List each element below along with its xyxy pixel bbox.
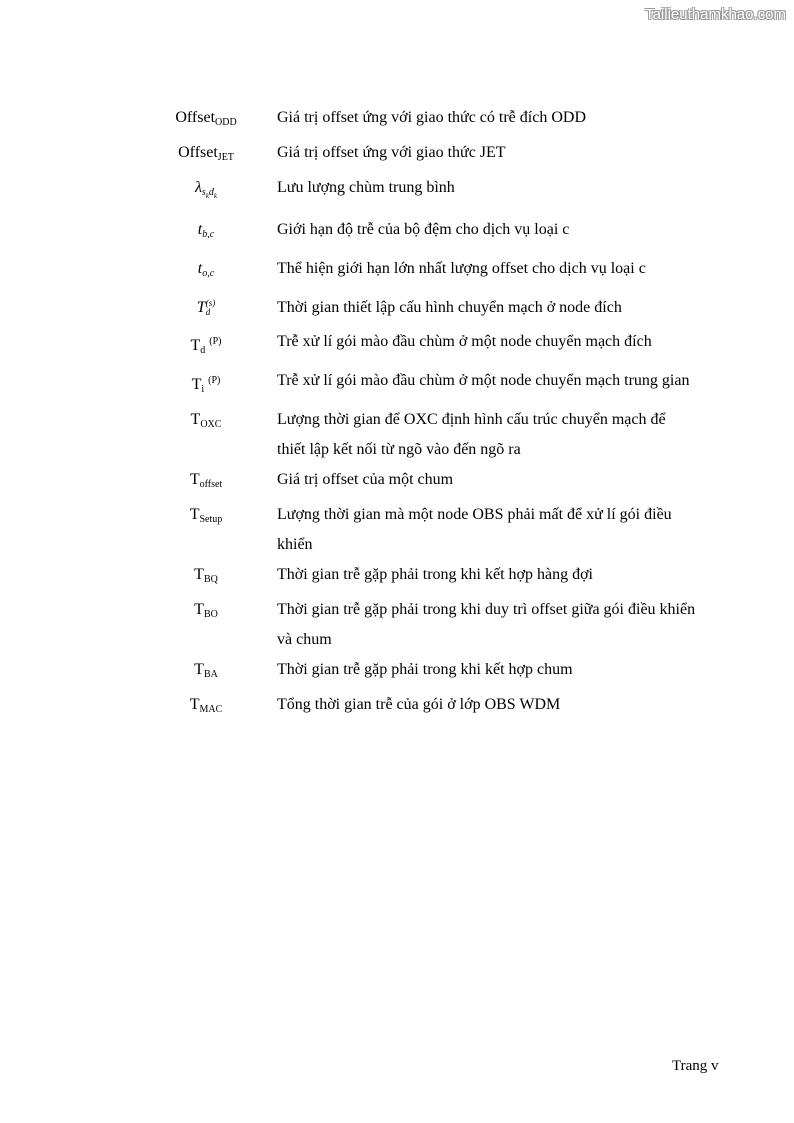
symbol-cell: Offset$_{ODD}$ — [175, 109, 237, 128]
table-row — [150, 366, 710, 405]
description-cell: Giá trị offset ứng với giao thức JET — [277, 144, 506, 161]
table-row — [150, 138, 710, 173]
table-row — [150, 465, 710, 500]
table-row — [150, 173, 710, 211]
symbol-cell: $T_{MAC}$ — [189, 696, 223, 715]
symbol-cell: $t_{b,c}$ — [197, 221, 215, 240]
symbol-table — [150, 103, 710, 725]
watermark: Tailieuthamkhao.com — [645, 6, 786, 23]
table-row — [150, 500, 710, 560]
description-cell: Thời gian trễ gặp phải trong khi kết hợp chum — [277, 661, 573, 678]
symbol-cell: Offset$_{JET}$ — [178, 144, 234, 163]
table-row — [150, 405, 710, 465]
page-number: Trang v — [672, 1058, 719, 1074]
table-row — [150, 560, 710, 595]
table-row — [150, 293, 710, 323]
symbol-cell: $T_{OXC}$ — [190, 411, 222, 430]
description-cell: Tổng thời gian trễ của gói ở lớp OBS WDM — [277, 696, 561, 713]
description-cell: Thể hiện giới hạn lớn nhất lượng offset cho dịch vụ loại c — [277, 260, 646, 277]
description-cell: Giới hạn độ trễ của bộ đệm cho dịch vụ loại c — [277, 221, 570, 238]
description-cell: Thời gian trễ gặp phải trong khi kết hợp hàng đợi — [277, 566, 593, 583]
description-cell: Lượng thời gian để OXC định hình cấu trúc chuyển mạch để thiết lập kết nối từ ngõ vào đến ngõ ra — [277, 411, 666, 458]
description-cell: Thời gian thiết lập cấu hình chuyển mạch ở node đích — [277, 299, 622, 316]
description-cell: Trễ xử lí gói mào đầu chùm ở một node chuyển mạch đích — [277, 333, 652, 350]
table-row — [150, 690, 710, 725]
description-cell: Lượng thời gian mà một node OBS phải mất để xử lí gói điều khiển — [277, 506, 672, 553]
table-row — [150, 254, 710, 289]
symbol-cell: $T_{BO}$ — [194, 601, 218, 620]
symbol-cell: $T_{BQ}$ — [194, 566, 218, 585]
symbol-cell: $\lambda_{s_kd_k}$ — [194, 179, 218, 200]
symbol-cell: T(s) d — [196, 298, 216, 318]
symbol-cell: $T_{offset}$ — [189, 471, 223, 490]
table-row — [150, 103, 710, 138]
description-cell: Trễ xử lí gói mào đầu chùm ở một node chuyển mạch trung gian — [277, 372, 690, 389]
symbol-cell: $T_d$ $^{(P)}$ — [190, 336, 222, 356]
description-cell: Giá trị offset ứng với giao thức có trễ đích ODD — [277, 109, 586, 126]
description-cell: Giá trị offset của một chum — [277, 471, 454, 488]
table-row — [150, 327, 710, 366]
symbol-cell: $t_{o,c}$ — [197, 260, 215, 279]
symbol-cell: $T_{Setup}$ — [189, 506, 223, 525]
description-cell: Lưu lượng chùm trung bình — [277, 179, 455, 196]
table-row — [150, 215, 710, 250]
symbol-cell: $T_i$ $^{(P)}$ — [191, 375, 221, 395]
description-cell: Thời gian trễ gặp phải trong khi duy trì offset giữa gói điều khiển và chum — [277, 601, 696, 648]
symbol-cell: $T_{BA}$ — [194, 661, 218, 680]
table-row — [150, 595, 710, 655]
table-row — [150, 655, 710, 690]
